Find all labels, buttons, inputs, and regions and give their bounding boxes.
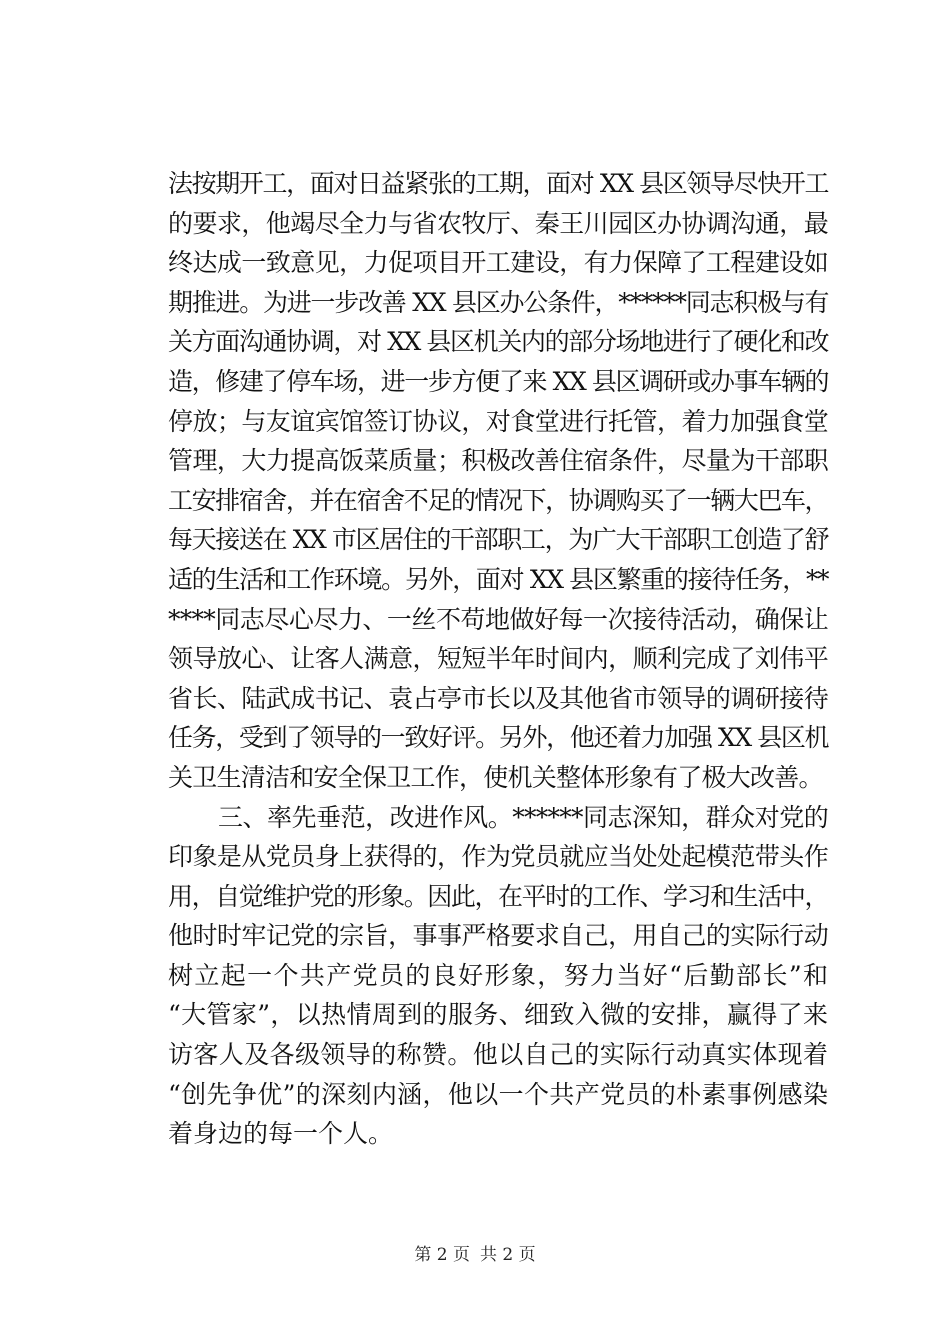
text-line: 任务，受到了领导的一致好评。另外，他还着力加强 XX 县区机 [168, 723, 828, 753]
text-line: 关方面沟通协调，对 XX 县区机关内的部分场地进行了硬化和改 [168, 327, 828, 357]
text-line: 停放；与友谊宾馆签订协议，对食堂进行托管，着力加强食堂 [168, 406, 828, 436]
page-footer [0, 1243, 950, 1267]
text-line: ****同志尽心尽力、一丝不苟地做好每一次接待活动，确保让 [168, 604, 828, 634]
text-line: 他时时牢记党的宗旨，事事严格要求自己，用自己的实际行动 [168, 921, 828, 951]
text-line: 终达成一致意见，力促项目开工建设，有力保障了工程建设如 [168, 248, 828, 278]
text-line: 印象是从党员身上获得的，作为党员就应当处处起模范带头作 [168, 842, 828, 872]
text-line: 三、率先垂范，改进作风。******同志深知，群众对党的 [218, 802, 828, 832]
page-number-total: 共 2 页 [480, 1245, 536, 1265]
text-line: 用，自觉维护党的形象。因此，在平时的工作、学习和生活中， [168, 881, 828, 911]
text-line: “创先争优”的深刻内涵，他以一个共产党员的朴素事例感染 [168, 1079, 828, 1109]
paragraph-section-three [168, 798, 828, 1154]
text-line: 适的生活和工作环境。另外，面对 XX 县区繁重的接待任务，** [168, 564, 828, 594]
document-body [168, 164, 828, 1154]
text-line: 的要求，他竭尽全力与省农牧厅、秦王川园区办协调沟通，最 [168, 208, 828, 238]
text-line: 着身边的每一个人。 [168, 1119, 394, 1149]
text-line: 法按期开工，面对日益紧张的工期，面对 XX 县区领导尽快开工 [168, 169, 828, 198]
text-line: 管理，大力提高饭菜质量；积极改善住宿条件，尽量为干部职 [168, 446, 828, 476]
text-line: 树立起一个共产党员的良好形象，努力当好“后勤部长”和 [168, 960, 828, 990]
text-line: 造，修建了停车场，进一步方便了来 XX 县区调研或办事车辆的 [168, 366, 828, 396]
text-line: 省长、陆武成书记、袁占亭市长以及其他省市领导的调研接待 [168, 683, 828, 713]
text-line: 领导放心、让客人满意，短短半年时间内，顺利完成了刘伟平 [168, 644, 828, 674]
text-line: 关卫生清洁和安全保卫工作，使机关整体形象有了极大改善。 [168, 762, 823, 792]
text-line: “大管家”，以热情周到的服务、细致入微的安排，赢得了来 [168, 1000, 828, 1030]
text-line: 期推进。为进一步改善 XX 县区办公条件，******同志积极与有 [168, 287, 829, 317]
paragraph-logistics [168, 164, 828, 798]
page-number-current: 第 2 页 [414, 1245, 470, 1265]
text-line: 每天接送在 XX 市区居住的干部职工，为广大干部职工创造了舒 [168, 525, 828, 555]
text-line: 访客人及各级领导的称赞。他以自己的实际行动真实体现着 [168, 1040, 828, 1070]
text-line: 工安排宿舍，并在宿舍不足的情况下，协调购买了一辆大巴车， [168, 485, 828, 515]
